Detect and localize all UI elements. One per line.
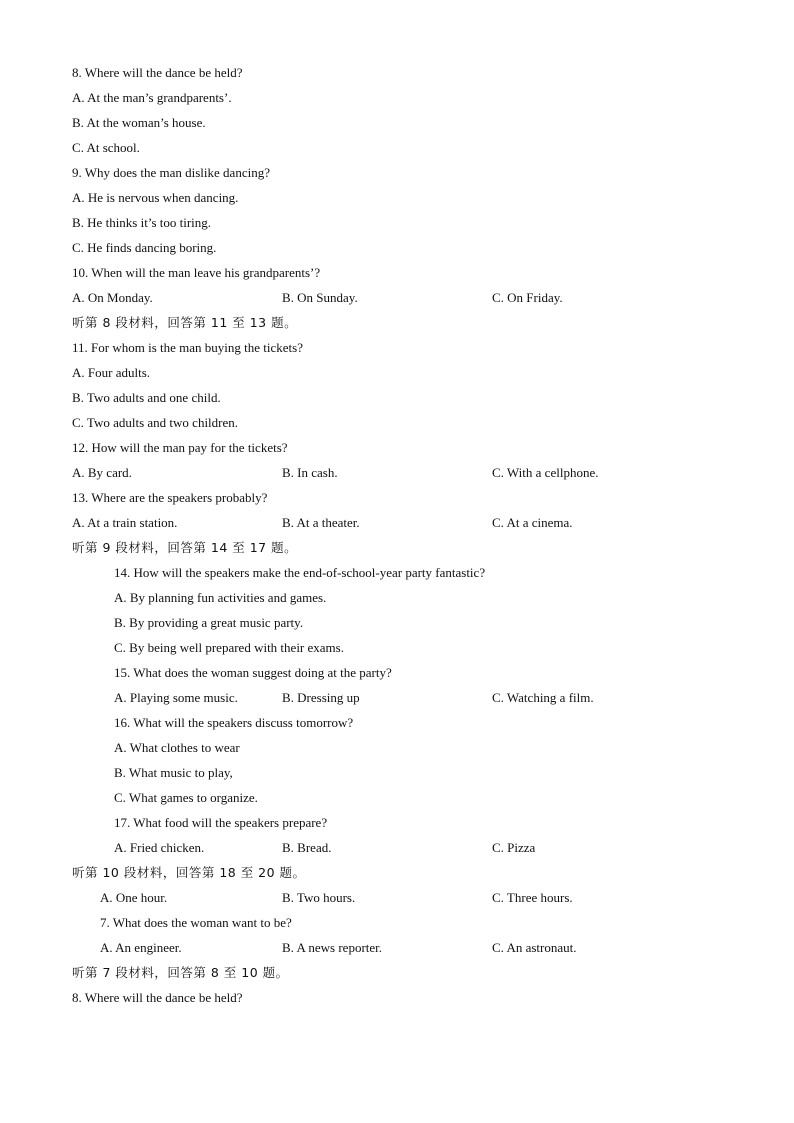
- answer-option: A. What clothes to wear: [114, 740, 240, 755]
- question-text: 10. When will the man leave his grandparents’?: [72, 265, 321, 280]
- question-text: 15. What does the woman suggest doing at the party?: [114, 665, 392, 680]
- answer-option: C. Watching a film.: [492, 690, 594, 705]
- answer-option: C. On Friday.: [492, 290, 563, 305]
- answer-option: B. At a theater.: [282, 515, 360, 530]
- answer-option: C. Three hours.: [492, 890, 573, 905]
- answer-option: C. With a cellphone.: [492, 465, 599, 480]
- answer-option: B. In cash.: [282, 465, 338, 480]
- question-text: 7. What does the woman want to be?: [100, 915, 292, 930]
- answer-option: B. Bread.: [282, 840, 332, 855]
- answer-option: A. An engineer.: [100, 940, 182, 955]
- answer-option: A. Fried chicken.: [114, 840, 205, 855]
- answer-option: C. He finds dancing boring.: [72, 240, 217, 255]
- answer-option: C. Pizza: [492, 840, 536, 855]
- section-heading: 听第 10 段材料，回答第 18 至 20 题。: [72, 865, 306, 880]
- question-text: 9. Why does the man dislike dancing?: [72, 165, 270, 180]
- question-text: 11. For whom is the man buying the tickets?: [72, 340, 303, 355]
- answer-option: B. Dressing up: [282, 690, 360, 705]
- answer-option: A. On Monday.: [72, 290, 153, 305]
- answer-option: B. Two hours.: [282, 890, 356, 905]
- answer-option: C. An astronaut.: [492, 940, 577, 955]
- question-text: 12. How will the man pay for the tickets?: [72, 440, 288, 455]
- answer-option: B. At the woman’s house.: [72, 115, 206, 130]
- question-text: 16. What will the speakers discuss tomorrow?: [114, 715, 354, 730]
- answer-option: C. At school.: [72, 140, 140, 155]
- answer-option: B. By providing a great music party.: [114, 615, 304, 630]
- section-heading: 听第 7 段材料，回答第 8 至 10 题。: [72, 965, 289, 980]
- answer-option: A. By planning fun activities and games.: [114, 590, 327, 605]
- answer-option: A. At the man’s grandparents’.: [72, 90, 232, 105]
- answer-option: A. One hour.: [100, 890, 168, 905]
- answer-option: A. He is nervous when dancing.: [72, 190, 239, 205]
- question-text: 13. Where are the speakers probably?: [72, 490, 268, 505]
- answer-option: C. By being well prepared with their exams.: [114, 640, 344, 655]
- question-text: 17. What food will the speakers prepare?: [114, 815, 328, 830]
- answer-option: B. A news reporter.: [282, 940, 383, 955]
- answer-option: A. By card.: [72, 465, 132, 480]
- answer-option: A. At a train station.: [72, 515, 178, 530]
- section-heading: 听第 8 段材料，回答第 11 至 13 题。: [72, 315, 298, 330]
- question-text: 8. Where will the dance be held?: [72, 990, 243, 1005]
- answer-option: A. Four adults.: [72, 365, 150, 380]
- answer-option: B. Two adults and one child.: [72, 390, 221, 405]
- answer-option: C. What games to organize.: [114, 790, 258, 805]
- answer-option: B. What music to play,: [114, 765, 233, 780]
- question-text: 14. How will the speakers make the end-of-school-year party fantastic?: [114, 565, 486, 580]
- answer-option: C. Two adults and two children.: [72, 415, 239, 430]
- answer-option: B. He thinks it’s too tiring.: [72, 215, 212, 230]
- section-heading: 听第 9 段材料，回答第 14 至 17 题。: [72, 540, 298, 555]
- answer-option: A. Playing some music.: [114, 690, 238, 705]
- question-text: 8. Where will the dance be held?: [72, 65, 243, 80]
- answer-option: C. At a cinema.: [492, 515, 573, 530]
- answer-option: B. On Sunday.: [282, 290, 358, 305]
